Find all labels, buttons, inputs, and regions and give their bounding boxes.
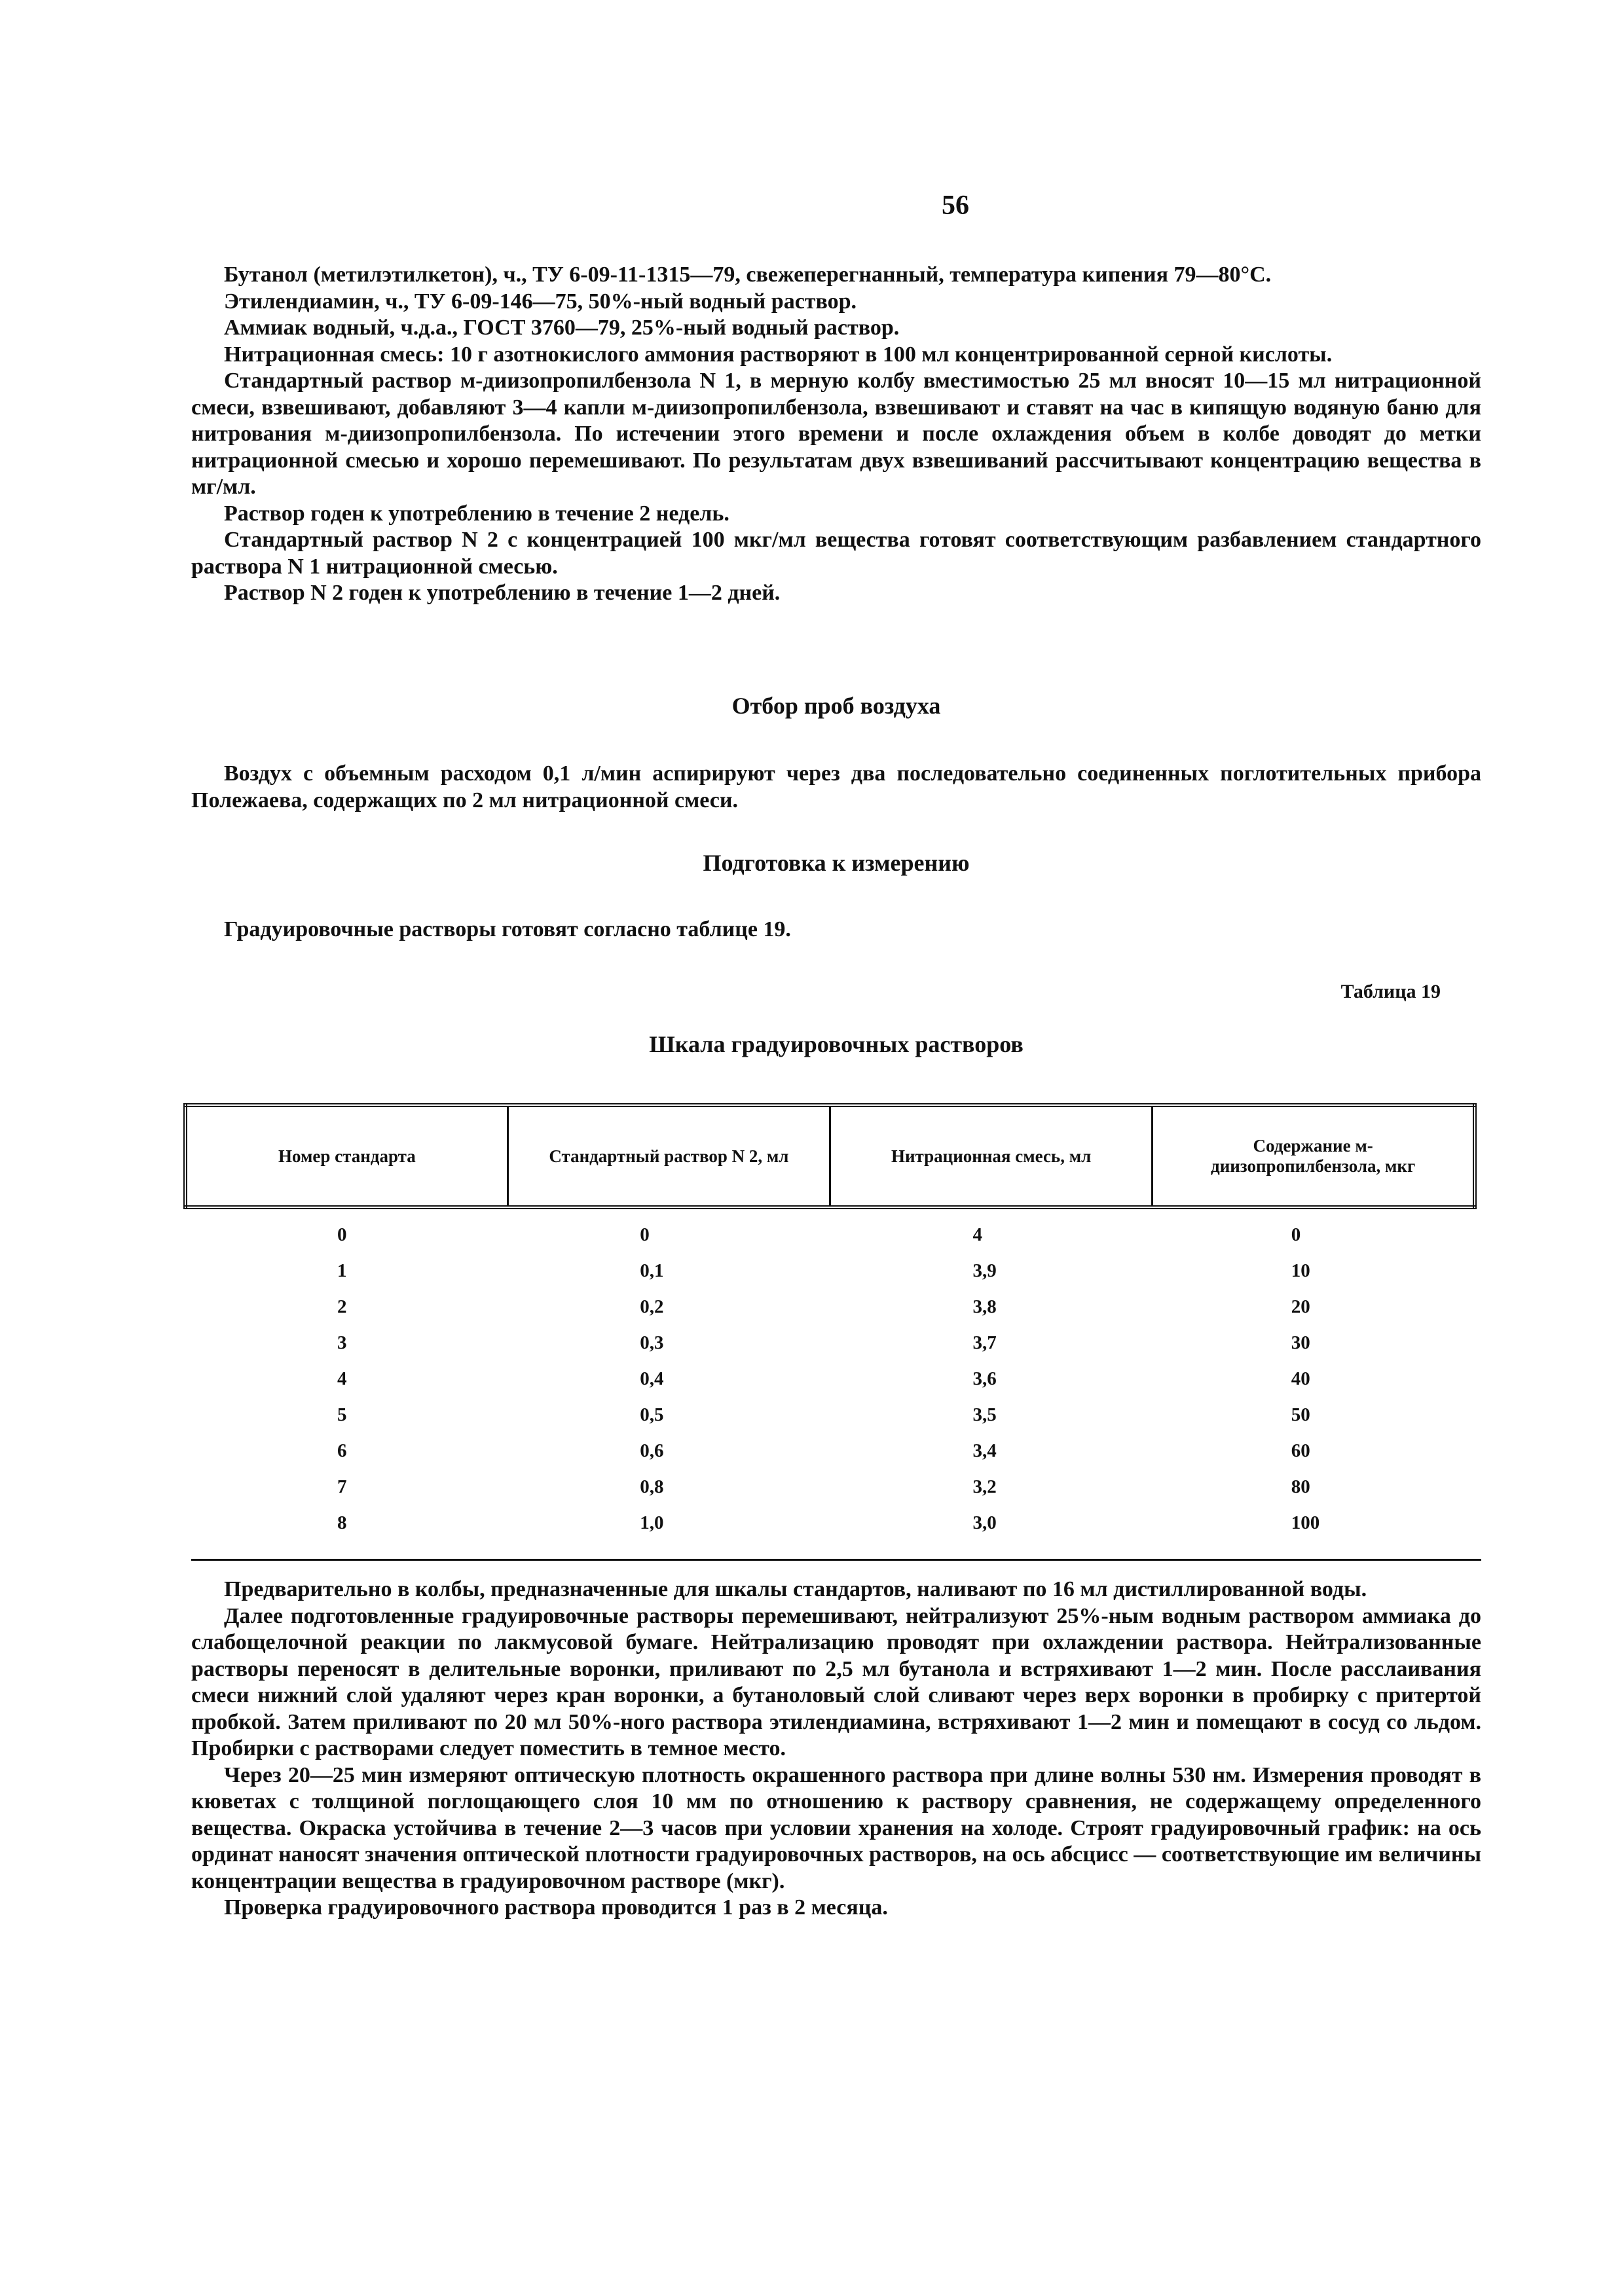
header-standard-solution: Стандартный раствор N 2, мл	[507, 1105, 830, 1207]
page-number: 56	[942, 191, 969, 221]
reagent-ammonia: Аммиак водный, ч.д.а., ГОСТ 3760—79, 25%-ный водный раствор.	[224, 316, 900, 340]
cell-standard-number: 5	[337, 1404, 347, 1425]
cell-nitration-mixture: 3,8	[972, 1296, 997, 1317]
table-row	[185, 1469, 1475, 1505]
table-header-row	[185, 1105, 1475, 1207]
table-title: Шкала градуировочных растворов	[649, 1031, 1024, 1057]
cell-standard-solution: 0,5	[640, 1404, 664, 1425]
cell-nitration-mixture: 4	[972, 1224, 982, 1245]
reagent-nitration-mixture: Нитрационная смесь: 10 г азотнокислого аммония растворяют в 100 мл концентрированной серной кислоты.	[224, 342, 1333, 367]
header-nitration-mixture: Нитрационная смесь, мл	[830, 1105, 1153, 1207]
cell-content: 10	[1291, 1260, 1310, 1281]
cell-standard-solution: 1,0	[640, 1512, 664, 1533]
cell-standard-solution: 0,8	[640, 1476, 664, 1497]
cell-standard-number: 7	[337, 1476, 347, 1497]
heading-air-sampling: Отбор проб воздуха	[731, 693, 941, 719]
header-content: Содержание м-диизопропилбензола, мкг	[1153, 1105, 1475, 1207]
reagents-section	[191, 262, 1481, 607]
preparation-section	[191, 917, 1481, 943]
cell-nitration-mixture: 3,4	[972, 1440, 997, 1461]
air-sampling-section	[191, 761, 1481, 814]
table-row	[185, 1433, 1475, 1469]
cell-content: 100	[1291, 1512, 1320, 1533]
cell-nitration-mixture: 3,6	[972, 1368, 997, 1389]
cell-standard-solution: 0	[640, 1224, 650, 1245]
table-bottom-rule	[191, 1559, 1481, 1561]
table-row	[185, 1361, 1475, 1397]
cell-nitration-mixture: 3,5	[972, 1404, 997, 1425]
cell-standard-solution: 0,1	[640, 1260, 664, 1281]
cell-standard-number: 6	[337, 1440, 347, 1461]
cell-standard-number: 2	[337, 1296, 347, 1317]
procedure-check: Проверка градуировочного раствора проводится 1 раз в 2 месяца.	[224, 1895, 888, 1920]
cell-standard-number: 0	[337, 1224, 347, 1245]
cell-standard-number: 1	[337, 1260, 347, 1281]
heading-preparation: Подготовка к измерению	[703, 850, 970, 876]
cell-content: 60	[1291, 1440, 1310, 1461]
air-sampling-text: Воздух с объемным расходом 0,1 л/мин аспирируют через два последовательно соединенных поглотительных прибора Полежаева, содержащих по 2 мл нитрационной смеси.	[191, 761, 1481, 812]
cell-content: 30	[1291, 1332, 1310, 1353]
cell-content: 80	[1291, 1476, 1310, 1497]
table-label: Таблица 19	[1340, 981, 1441, 1002]
table-row	[185, 1207, 1475, 1253]
standard-solution-1: Стандартный раствор м-диизопропилбензола N 1, в мерную колбу вместимостью 25 мл вносят 10—15 мл нитрационной смеси, взвешивают, добавляют 3—4 капли м-диизопропилбензола, взвешивают и ставят на час в кипящую водяную баню для нитрования м-диизопропилбензола. По истечении этого времени и после охлаждения объем в колбе доводят до метки нитрационной смесью и хорошо перемешивают. По результатам двух взвешиваний рассчитывают концентрацию вещества в мг/мл.	[191, 369, 1481, 499]
reagent-butanol: Бутанол (метилэтилкетон), ч., ТУ 6-09-11-1315—79, свежеперегнанный, температура кипения 79—80°С.	[224, 263, 1272, 287]
cell-content: 0	[1291, 1224, 1301, 1245]
procedure-neutralization: Далее подготовленные градуировочные растворы перемешивают, нейтрализуют 25%-ным водным раствором аммиака до слабощелочной реакции по лакмусовой бумаге. Нейтрализацию проводят при охлаждении раствора. Нейтрализованные растворы переносят в делительные воронки, приливают по 2,5 мл бутанола и встряхивают 1—2 мин. После расслаивания смеси нижний слой удаляют через кран воронки, а бутаноловый слой сливают через верх воронки в пробирку с притертой пробкой. Затем приливают по 20 мл 50%-ного раствора этилендиамина, встряхивают 1—2 мин и помещают в сосуд со льдом. Пробирки с растворами следует поместить в темное место.	[191, 1603, 1481, 1760]
cell-nitration-mixture: 3,9	[972, 1260, 997, 1281]
table-row	[185, 1325, 1475, 1361]
cell-nitration-mixture: 3,7	[972, 1332, 997, 1353]
standard-solution-2-shelf-life: Раствор N 2 годен к употреблению в течение 1—2 дней.	[224, 581, 781, 605]
cell-standard-solution: 0,3	[640, 1332, 664, 1353]
cell-standard-number: 8	[337, 1512, 347, 1533]
cell-content: 50	[1291, 1404, 1310, 1425]
procedure-section	[191, 1576, 1481, 1922]
calibration-table	[183, 1103, 1477, 1541]
cell-content: 40	[1291, 1368, 1310, 1389]
preparation-text: Градуировочные растворы готовят согласно таблице 19.	[224, 917, 791, 941]
cell-standard-number: 4	[337, 1368, 347, 1389]
cell-standard-solution: 0,4	[640, 1368, 664, 1389]
cell-nitration-mixture: 3,2	[972, 1476, 997, 1497]
table-row	[185, 1253, 1475, 1289]
cell-content: 20	[1291, 1296, 1310, 1317]
procedure-water: Предварительно в колбы, предназначенные для шкалы стандартов, наливают по 16 мл дистиллированной воды.	[224, 1577, 1367, 1601]
cell-standard-solution: 0,6	[640, 1440, 664, 1461]
header-standard-number: Номер стандарта	[185, 1105, 507, 1207]
cell-standard-solution: 0,2	[640, 1296, 664, 1317]
standard-solution-2: Стандартный раствор N 2 с концентрацией 100 мкг/мл вещества готовят соответствующим разбавлением стандартного раствора N 1 нитрационной смесью.	[191, 528, 1481, 579]
table-row	[185, 1505, 1475, 1541]
standard-solution-1-shelf-life: Раствор годен к употреблению в течение 2 недель.	[224, 501, 729, 526]
reagent-ethylenediamine: Этилендиамин, ч., ТУ 6-09-146—75, 50%-ный водный раствор.	[224, 289, 857, 314]
cell-standard-number: 3	[337, 1332, 347, 1353]
procedure-measurement: Через 20—25 мин измеряют оптическую плотность окрашенного раствора при длине волны 530 нм. Измерения проводят в кюветах с толщиной поглощающего слоя 10 мм по отношению к раствору сравнения, не содержащему определенного вещества. Окраска устойчива в течение 2—3 часов при условии хранения на холоде. Строят градуировочный график: на ось ординат наносят значения оптической плотности градуировочных растворов, на ось абсцисс — соответствующие им величины концентрации вещества в градуировочном растворе (мкг).	[191, 1762, 1481, 1893]
table-row	[185, 1397, 1475, 1433]
cell-nitration-mixture: 3,0	[972, 1512, 997, 1533]
table-row	[185, 1289, 1475, 1325]
